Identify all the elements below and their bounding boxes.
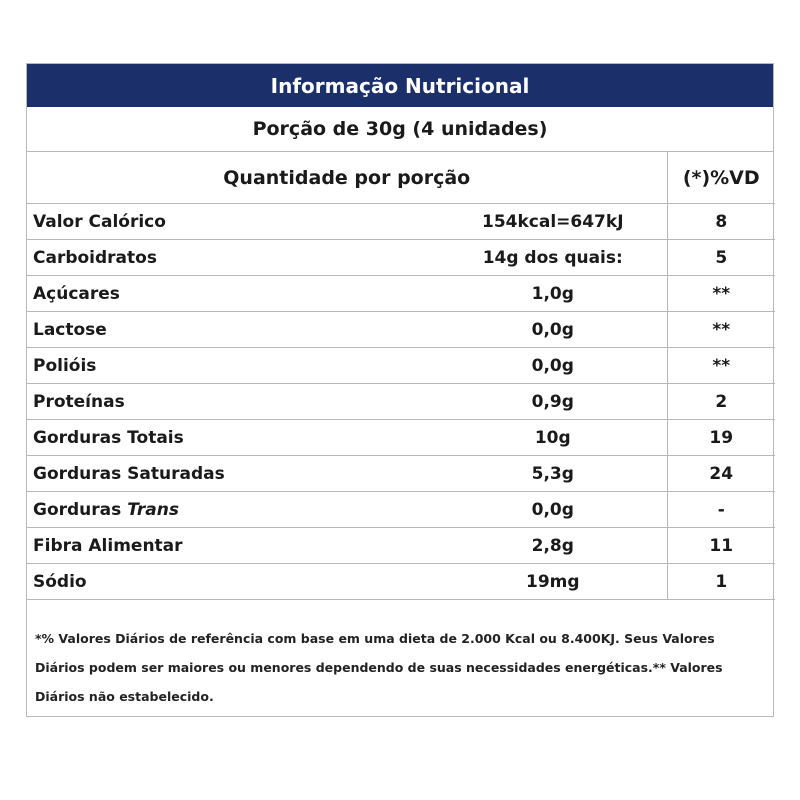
nutrient-name-text: Polióis — [33, 355, 97, 376]
label-title: Informação Nutricional — [27, 64, 773, 107]
nutrient-name-text: Gorduras Totais — [33, 427, 184, 448]
table-row — [27, 528, 775, 564]
nutrient-daily-value: 5 — [667, 240, 775, 276]
nutrient-name-text: Lactose — [33, 319, 107, 340]
nutrient-daily-value: - — [667, 492, 775, 528]
nutrient-name — [27, 204, 439, 240]
daily-value-header: (*)%VD — [667, 152, 775, 204]
nutrient-name-text: Proteínas — [33, 391, 125, 412]
nutrient-rows — [27, 204, 775, 600]
nutrient-name — [27, 528, 439, 564]
nutrient-name-text: Valor Calórico — [33, 211, 166, 232]
quantity-per-portion-header: Quantidade por porção — [27, 152, 667, 204]
table-row — [27, 312, 775, 348]
nutrient-daily-value: 19 — [667, 420, 775, 456]
nutrient-name-text: Gorduras — [33, 499, 122, 520]
nutrient-daily-value: ** — [667, 276, 775, 312]
nutrient-daily-value: 8 — [667, 204, 775, 240]
nutrient-name-italic: Trans — [127, 499, 179, 520]
nutrient-name — [27, 240, 439, 276]
footnote-text: *% Valores Diários de referência com base em uma dieta de 2.000 Kcal ou 8.400KJ. Seus Valores Diários podem ser maiores ou menores dependendo de suas necessidades energéticas.** Valores Diários não estabelecido. — [35, 631, 723, 704]
nutrient-name — [27, 276, 439, 312]
table-row — [27, 204, 775, 240]
nutrition-facts-label — [26, 63, 774, 717]
nutrient-name — [27, 312, 439, 348]
table-row — [27, 564, 775, 600]
nutrient-daily-value: 24 — [667, 456, 775, 492]
table-row — [27, 348, 775, 384]
nutrient-quantity: 0,0g — [439, 348, 667, 384]
nutrient-quantity: 5,3g — [439, 456, 667, 492]
nutrient-daily-value: 1 — [667, 564, 775, 600]
nutrient-name-text: Fibra Alimentar — [33, 535, 183, 556]
nutrient-name — [27, 492, 439, 528]
nutrient-daily-value: 11 — [667, 528, 775, 564]
nutrient-name — [27, 456, 439, 492]
nutrient-quantity: 10g — [439, 420, 667, 456]
nutrient-quantity: 0,9g — [439, 384, 667, 420]
nutrient-quantity: 2,8g — [439, 528, 667, 564]
nutrition-table — [27, 152, 775, 600]
nutrient-name — [27, 564, 439, 600]
nutrient-quantity: 154kcal=647kJ — [439, 204, 667, 240]
nutrient-quantity: 0,0g — [439, 312, 667, 348]
nutrient-name-text: Sódio — [33, 571, 87, 592]
nutrient-quantity: 19mg — [439, 564, 667, 600]
nutrient-name-text: Açúcares — [33, 283, 120, 304]
nutrient-name — [27, 348, 439, 384]
table-row — [27, 240, 775, 276]
table-row — [27, 420, 775, 456]
table-row — [27, 456, 775, 492]
nutrient-name-text: Gorduras Saturadas — [33, 463, 225, 484]
table-row — [27, 276, 775, 312]
nutrient-daily-value: ** — [667, 312, 775, 348]
nutrient-name — [27, 384, 439, 420]
table-row — [27, 492, 775, 528]
nutrient-daily-value: 2 — [667, 384, 775, 420]
nutrient-daily-value: ** — [667, 348, 775, 384]
table-row — [27, 384, 775, 420]
nutrient-name-text: Carboidratos — [33, 247, 157, 268]
table-header-row — [27, 152, 775, 204]
nutrient-name — [27, 420, 439, 456]
portion-size: Porção de 30g (4 unidades) — [27, 107, 773, 152]
nutrient-quantity: 0,0g — [439, 492, 667, 528]
nutrient-quantity: 1,0g — [439, 276, 667, 312]
nutrient-quantity: 14g dos quais: — [439, 240, 667, 276]
